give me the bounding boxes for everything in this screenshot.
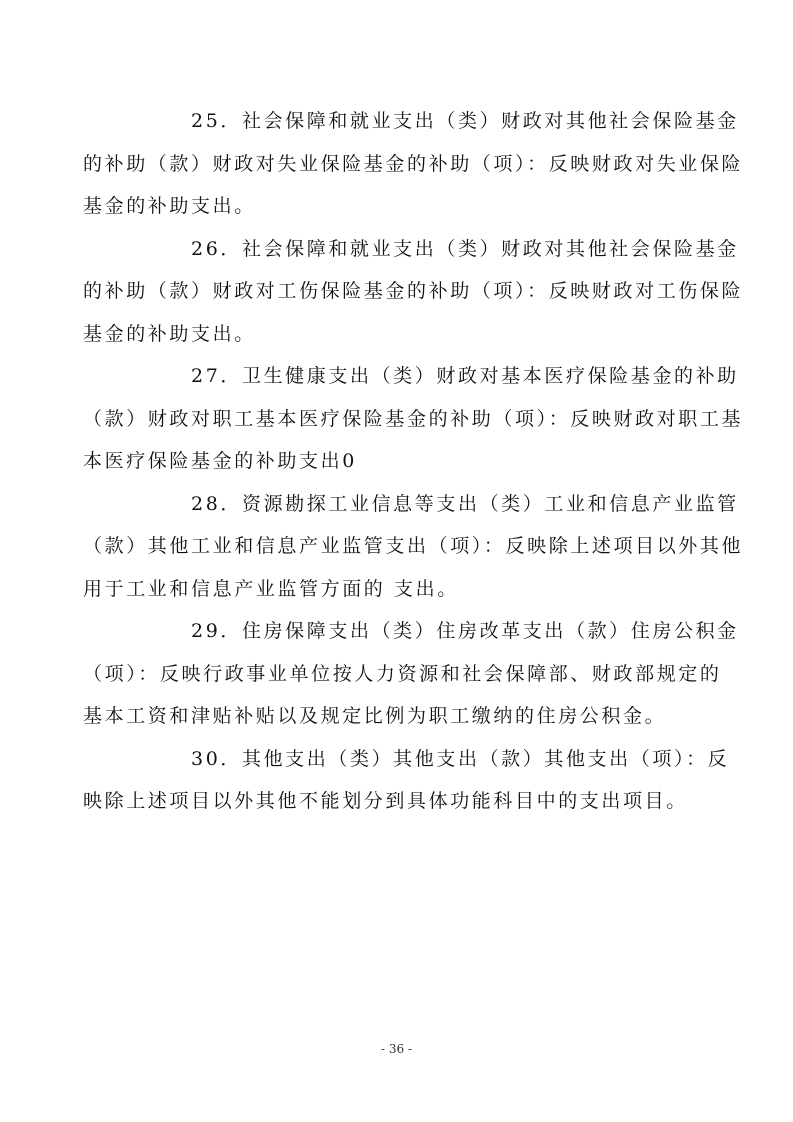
paragraph-line: 29．住房保障支出（类）住房改革支出（款）住房公积金 <box>191 620 739 642</box>
paragraph-29 <box>83 610 743 738</box>
paragraph-line: 27．卫生健康支出（类）财政对基本医疗保险基金的补助 <box>191 365 739 387</box>
paragraph-line: 30．其他支出（类）其他支出（款）其他支出（项）：反 <box>191 747 730 770</box>
paragraph-line: 26．社会保障和就业支出（类）财政对其他社会保险基金 <box>191 237 739 260</box>
paragraph-25 <box>83 100 743 228</box>
paragraph-27 <box>83 355 743 483</box>
paragraph-26 <box>83 228 743 356</box>
paragraph-line: 25．社会保障和就业支出（类）财政对其他社会保险基金 <box>191 110 739 132</box>
page-number: - 36 - <box>380 1042 412 1056</box>
paragraph-line: 映除上述项目以外其他不能划分到具体功能科目中的支出项目。 <box>83 790 688 812</box>
paragraph-line: 用于工业和信息产业监管方面的 支出。 <box>83 577 459 600</box>
paragraph-28 <box>83 483 743 611</box>
paragraph-line: （项）：反映行政事业单位按人力资源和社会保障部、财政部规定的 <box>83 662 722 685</box>
paragraph-line: （款）财政对职工基本医疗保险基金的补助（项）：反映财政对职工基 <box>83 407 744 430</box>
paragraph-line: 基金的补助支出。 <box>83 322 256 345</box>
paragraph-line: 本医疗保险基金的补助支出0 <box>83 450 357 472</box>
paragraph-line: （款）其他工业和信息产业监管支出（项）：反映除上述项目以外其他 <box>83 535 744 557</box>
document-body <box>83 100 743 823</box>
paragraph-line: 的补助（款）财政对工伤保险基金的补助（项）：反映财政对工伤保险 <box>83 280 744 302</box>
paragraph-line: 基金的补助支出。 <box>83 195 256 217</box>
paragraph-line: 基本工资和津贴补贴以及规定比例为职工缴纳的住房公积金。 <box>83 705 667 727</box>
paragraph-30 <box>83 738 743 823</box>
paragraph-line: 的补助（款）财政对失业保险基金的补助（项）：反映财政对失业保险 <box>83 152 744 175</box>
paragraph-line: 28．资源勘探工业信息等支出（类）工业和信息产业监管 <box>191 492 739 515</box>
